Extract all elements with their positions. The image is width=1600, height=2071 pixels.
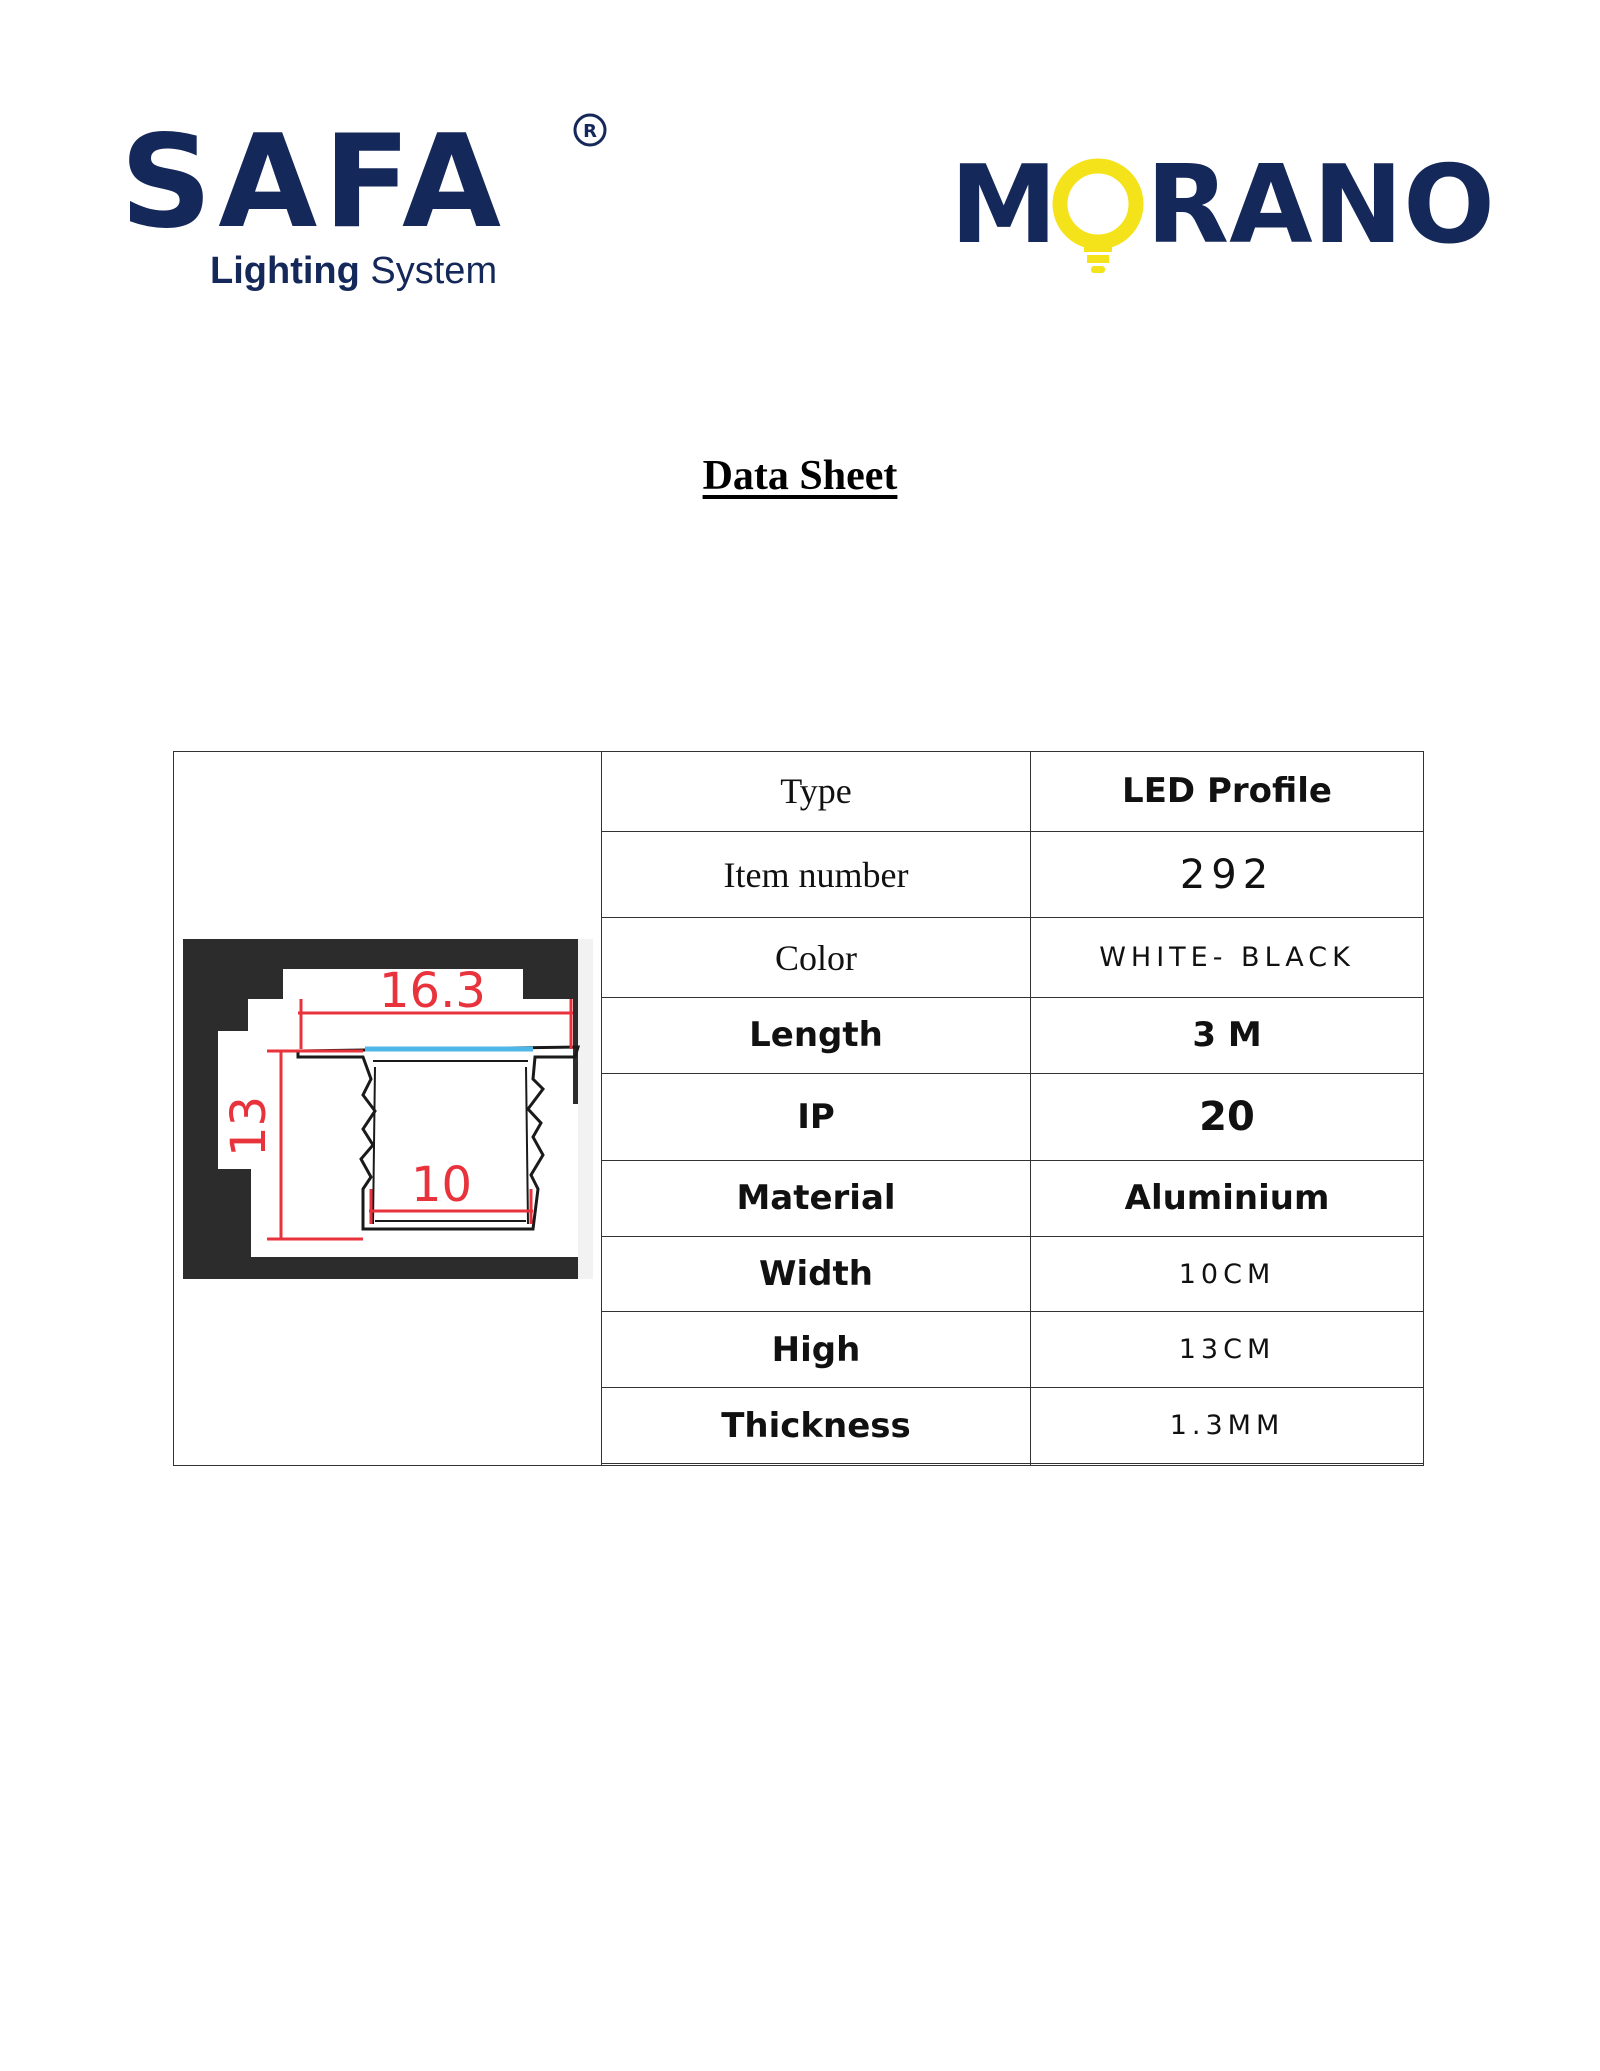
spec-label-thickness: Thickness [602,1388,1031,1464]
spec-value-empty [1031,1464,1424,1466]
spec-value-ip: 20 [1031,1073,1424,1160]
registered-mark: R [583,121,597,142]
spec-label-type: Type [602,752,1031,832]
bottom-dimension-label: 10 [410,1156,472,1213]
bulb-icon [1060,166,1136,273]
spec-value-high: 13CM [1031,1312,1424,1388]
safa-tagline-rest: System [370,250,498,292]
spec-label-width: Width [602,1236,1031,1312]
spec-label-length: Length [602,998,1031,1074]
spec-value-width: 10CM [1031,1236,1424,1312]
spec-value-thickness: 1.3MM [1031,1388,1424,1464]
spec-value-color: WHITE- BLACK [1031,918,1424,998]
morano-letters-rano: RANO [1146,143,1495,268]
morano-logo [950,140,1510,290]
page-title: Data Sheet [702,453,898,499]
safa-logo-wordmark: SAFA [120,108,508,257]
spec-value-length: 3 M [1031,998,1424,1074]
spec-label-empty [602,1464,1031,1466]
spec-label-material: Material [602,1160,1031,1236]
profile-cross-section-drawing [183,939,593,1279]
product-drawing-cell [174,752,602,1466]
side-dimension-label: 13 [220,1095,277,1157]
morano-letters-m: M [950,143,1058,268]
top-dimension-label: 16.3 [378,962,486,1019]
spec-table [173,751,1424,1466]
spec-label-high: High [602,1312,1031,1388]
safa-logo [118,108,618,298]
safa-tagline-bold: Lighting [210,250,360,292]
spec-value-item-number: 292 [1031,831,1424,918]
morano-logo-text: MORANO [950,140,955,141]
spec-value-material: Aluminium [1031,1160,1424,1236]
spec-label-item-number: Item number [602,831,1031,918]
safa-tagline [210,250,497,292]
spec-label-color: Color [602,918,1031,998]
spec-value-type: LED Profile [1031,752,1424,832]
table-row [174,752,1424,832]
spec-label-ip: IP [602,1073,1031,1160]
